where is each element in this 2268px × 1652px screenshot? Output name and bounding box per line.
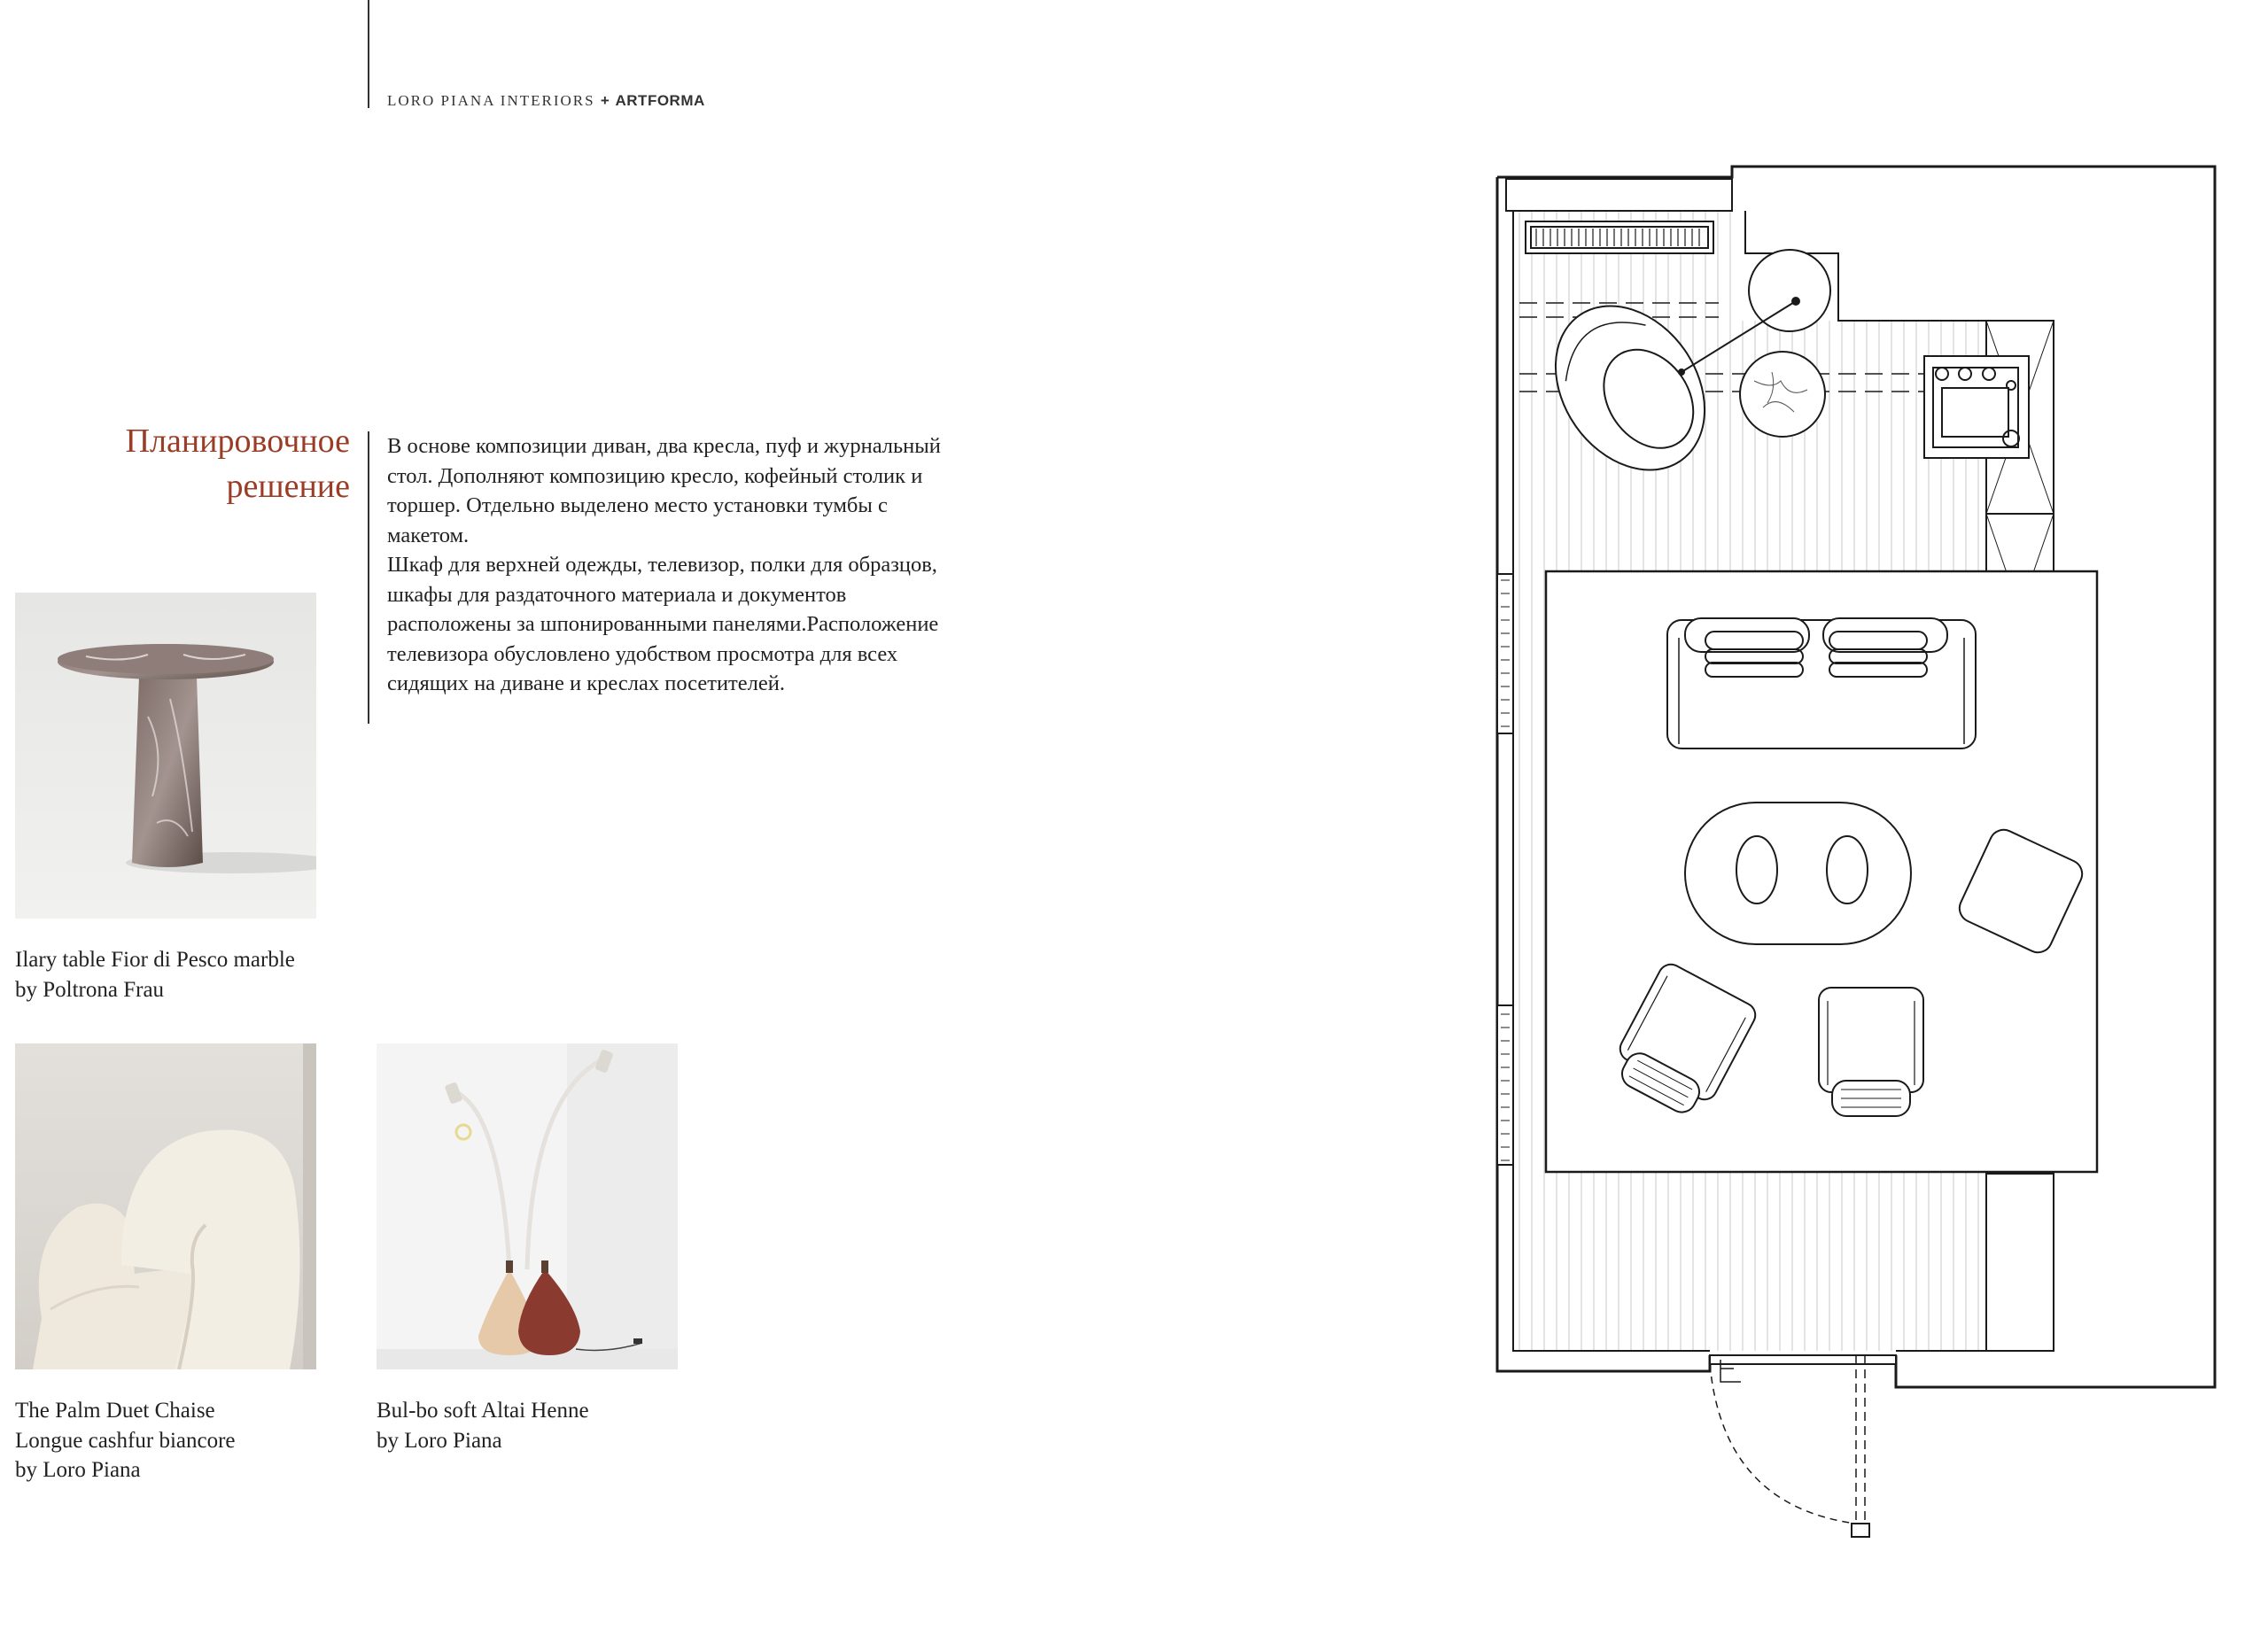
caption-line: by Poltrona Frau [15, 977, 165, 1002]
brand-header [387, 92, 705, 110]
section-title [53, 419, 350, 509]
product-caption-palm-duet-chaise [15, 1396, 236, 1485]
product-photo-palm-duet-chaise [15, 1043, 316, 1369]
section-title-line1: Планировочное [125, 423, 350, 460]
description [387, 431, 954, 699]
brand-primary: LORO PIANA INTERIORS [387, 92, 595, 109]
header-divider [368, 0, 369, 108]
product-photo-bul-bo-lamp [377, 1043, 678, 1369]
product-photo-ilary-table [15, 593, 316, 919]
section-title-line2: решение [226, 468, 350, 505]
floor-plan [1488, 159, 2224, 1559]
caption-line: The Palm Duet Chaise [15, 1399, 215, 1423]
description-paragraph-2: Шкаф для верхней одежды, телевизор, полки для образцов, шкафы для раздаточного материала и документов расположены за шпонированными панелями.Расположение телевизора обусловлено удобством просмотра для всех сидящих на диване и креслах посетителей. [387, 553, 939, 695]
product-caption-bul-bo-lamp [377, 1396, 589, 1455]
description-paragraph-1: В основе композиции диван, два кресла, пуф и журнальный стол. Дополняют композицию кресло, кофейный столик и торшер. Отдельно выделено место установки тумбы с макетом. [387, 434, 941, 547]
body-divider [368, 431, 369, 724]
product-caption-ilary-table [15, 945, 295, 1004]
caption-line: Ilary table Fior di Pesco marble [15, 948, 295, 972]
caption-line: Longue cashfur biancore [15, 1428, 236, 1453]
brand-plus: + [600, 92, 610, 109]
caption-line: by Loro Piana [15, 1458, 141, 1482]
caption-line: Bul-bo soft Altai Henne [377, 1399, 589, 1423]
brand-partner: ARTFORMA [615, 92, 705, 109]
caption-line: by Loro Piana [377, 1428, 502, 1453]
